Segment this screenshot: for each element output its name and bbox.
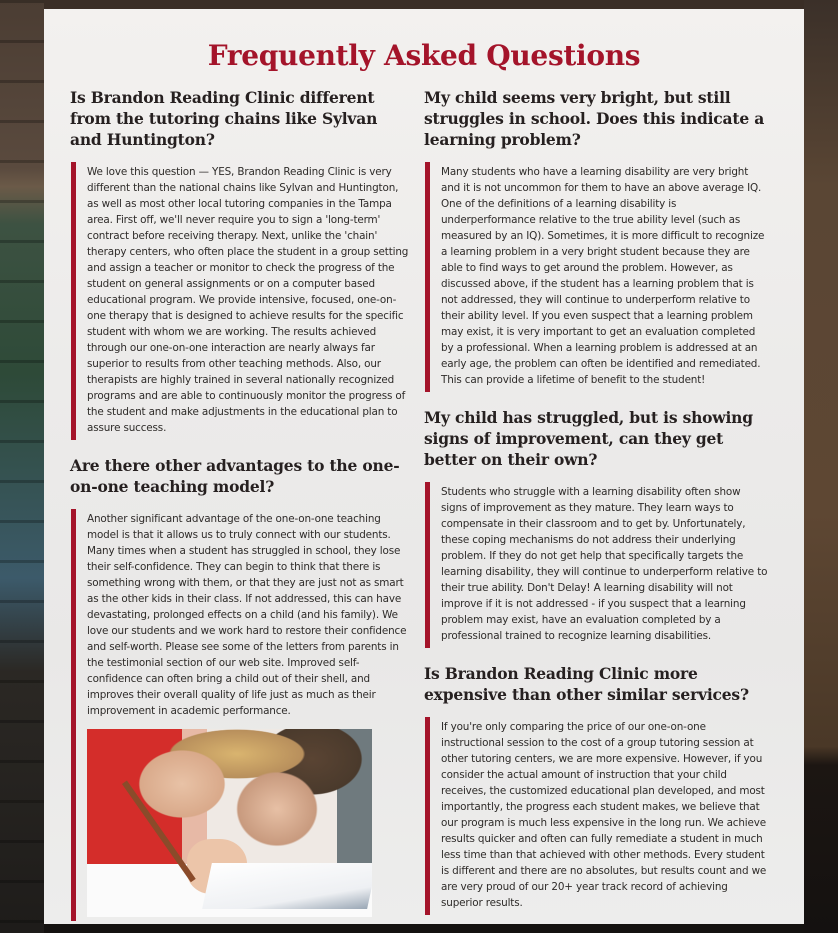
faq-answer-text: Students who struggle with a learning disability often show signs of improvement as they mature. They learn ways to compensate in their classroom and to get by. Unfortunately, these coping mechanisms do not address their underlying problem. If they do not get help that specifically targets the learning disability, they will continue to underperform relative to their true ability. Don't Delay! A learning disability will not improve if it is not addressed - if you suspect that a learning problem may exist, have an evaluation completed by a professional trained to recognize learning disabilities.: [441, 486, 768, 642]
faq-panel: [44, 9, 804, 924]
faq-answer: [425, 717, 769, 915]
faq-column-right: [424, 87, 769, 930]
faq-item: [70, 87, 410, 440]
faq-item: [70, 455, 410, 921]
faq-question: Are there other advantages to the one-on-one teaching model?: [70, 456, 400, 496]
background-photo-right: [804, 0, 838, 933]
faq-answer-text: We love this question — YES, Brandon Reading Clinic is very different than the national chains like Sylvan and Huntington, as well as most other local tutoring companies in the Tampa area. First off, we'll never require you to sign a 'long-term' contract before receiving therapy. Next, unlike the 'chain' therapy centers, who often place the student in a group setting and assign a teacher or monitor to check the progress of the student on general assignments or on a computer based educational program. We provide intensive, focused, one-on-one therapy that is designed to achieve results for the specific student with whom we are working. The results achieved through our one-on-one interaction are nearly always far superior to results from other teaching methods. Also, our therapists are highly trained in several nationally recognized programs and are able to continuously monitor the progress of the student and make adjustments in the educational plan to assure success.: [87, 166, 409, 434]
photo-book-shape: [202, 863, 372, 909]
faq-item: [424, 663, 769, 915]
faq-question: My child has struggled, but is showing signs of improvement, can they get better on their own?: [424, 408, 753, 469]
faq-answer-text: Another significant advantage of the one-on-one teaching model is that it allows us to truly connect with our students. Many times when a student has struggled in school, they lose their self-confidence. They can begin to think that there is something wrong with them, or that they are just not as smart as the other kids in their class. If not addressed, this can have devastating, prolonged effects on a child (and his family). We love our students and we work hard to restore their confidence and self-worth. Please see some of the letters from parents in the testimonial section of our web site. Improved self-confidence can often bring a child out of their shell, and improves their overall quality of life just as much as their improvement in academic performance.: [87, 513, 407, 717]
faq-answer-text: If you're only comparing the price of our one-on-one instructional session to the cost of a group tutoring session at other tutoring centers, we are more expensive. However, if you consider the actual amount of instruction that your child receives, the customized educational plan developed, and most importantly, the progress each student makes, we believe that our program is much less expensive in the long run. We achieve results quicker and often can fully remediate a student in much less time than that achieved with other methods. Every student is different and there are no absolutes, but results count and we are very proud of our 20+ year track record of achieving superior results.: [441, 721, 767, 909]
faq-answer: [425, 482, 769, 648]
faq-item: [424, 87, 769, 392]
faq-question: Is Brandon Reading Clinic more expensive than other similar services?: [424, 664, 749, 704]
faq-question: Is Brandon Reading Clinic different from the tutoring chains like Sylvan and Huntington?: [70, 88, 378, 149]
faq-question: My child seems very bright, but still struggles in school. Does this indicate a learning problem?: [424, 88, 765, 149]
faq-item: [424, 407, 769, 648]
background-photo-left: [0, 0, 44, 933]
faq-answer-text: Many students who have a learning disability are very bright and it is not uncommon for them to have an above average IQ. One of the definitions of a learning disability is underperformance relative to the true ability level (such as measured by an IQ). Sometimes, it is more difficult to recognize a learning problem in a very bright student because they are able to find ways to get around the problem. However, as discussed above, if the student has a learning problem that is not addressed, they will continue to underperform relative to their ability level. If you even suspect that a learning problem may exist, it is very important to get an evaluation completed by a professional. When a learning problem is addressed at an early age, the problem can often be identified and remediated. This can provide a lifetime of benefit to the student!: [441, 166, 765, 386]
faq-answer: [71, 509, 410, 921]
faq-answer: [425, 162, 769, 392]
faq-column-left: [70, 87, 410, 933]
children-reading-photo: [87, 729, 372, 917]
page-title: Frequently Asked Questions: [207, 39, 641, 72]
photo-pencil-shape: [122, 781, 196, 883]
faq-answer: [71, 162, 410, 440]
